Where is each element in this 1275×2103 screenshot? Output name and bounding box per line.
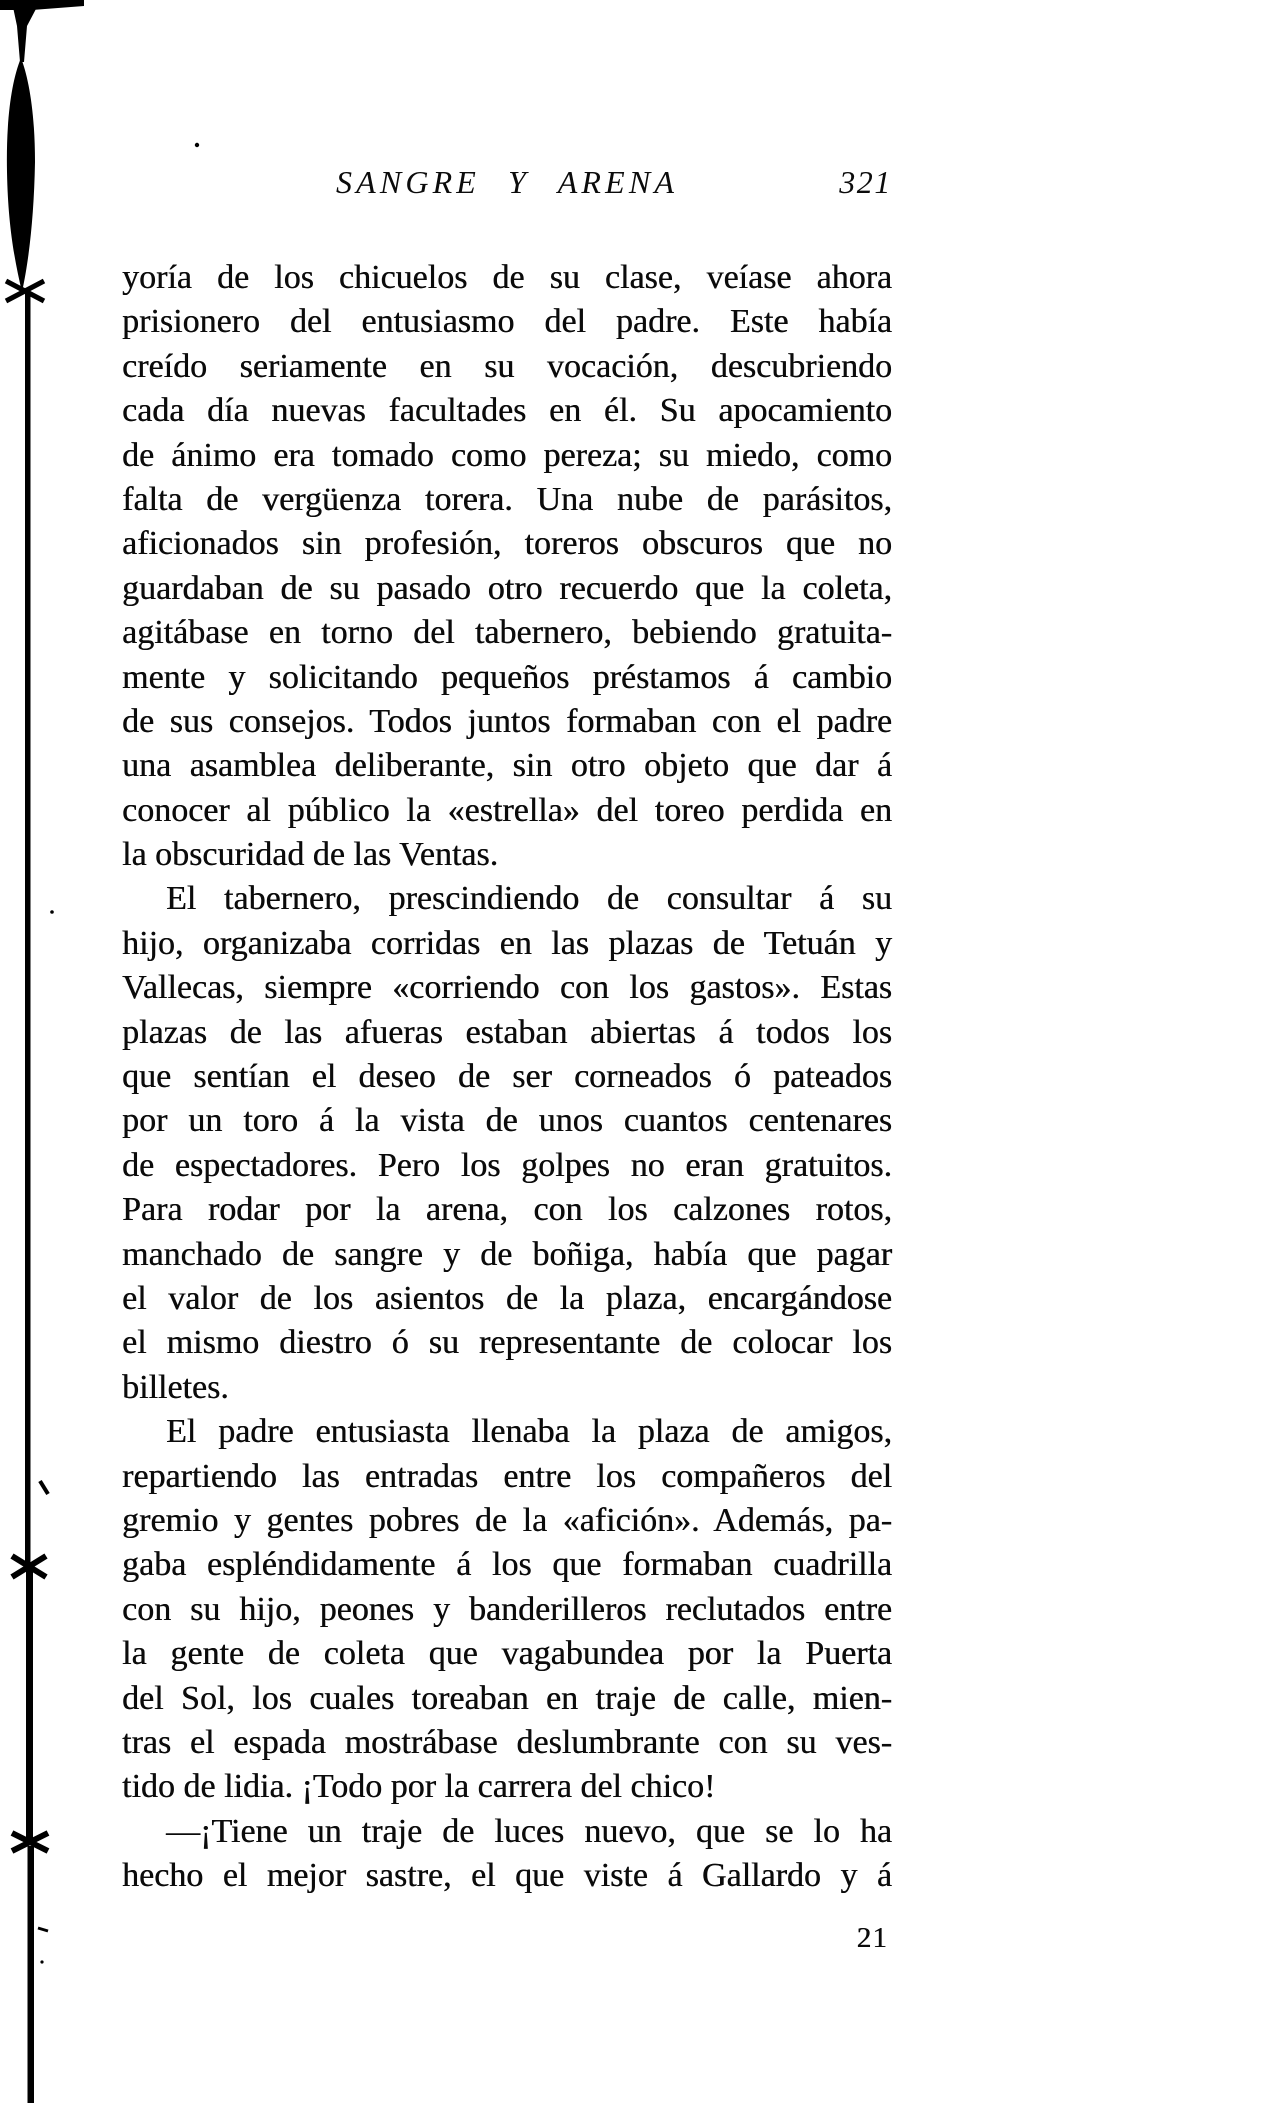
text-line: conocer al público la «estrella» del toreo perdida en [122,791,892,829]
text-line: guardaban de su pasado otro recuerdo que la coleta, [122,569,892,607]
page-number: 321 [839,164,892,200]
running-title: SANGRE Y ARENA [335,164,679,200]
text-line: —¡Tiene un traje de luces nuevo, que se lo ha [166,1812,892,1850]
text-line: gaba espléndidamente á los que formaban cuadrilla [122,1546,892,1584]
text-line: hijo, organizaba corridas en las plazas de Tetuán y [122,924,892,962]
text-line: la obscuridad de las Ventas. [122,836,499,874]
text-line: prisionero del entusiasmo del padre. Este había [122,303,892,341]
text-line: el valor de los asientos de la plaza, encargándose [122,1279,892,1317]
text-line: el mismo diestro ó su representante de colocar los [122,1324,892,1362]
text-line: billetes. [122,1368,229,1406]
text-line: agitábase en torno del tabernero, bebiendo gratuita- [122,614,892,652]
page-footer [122,1922,888,1955]
body-text [122,256,892,1898]
text-line: de sus consejos. Todos juntos formaban con el padre [122,702,892,740]
text-line: una asamblea deliberante, sin otro objeto que dar á [122,747,892,785]
text-line: plazas de las afueras estaban abiertas á todos los [122,1013,892,1051]
text-line: yoría de los chicuelos de su clase, veíase ahora [122,259,892,296]
text-line: la gente de coleta que vagabundea por la Puerta [122,1635,892,1673]
text-line: manchado de sangre y de boñiga, había que pagar [122,1235,892,1273]
text-line: Para rodar por la arena, con los calzones rotos, [122,1191,892,1229]
text-line: de ánimo era tomado como pereza; su miedo, como [122,436,892,474]
text-line: mente y solicitando pequeños préstamos á cambio [122,658,892,696]
text-line: tras el espada mostrábase deslumbrante con su ves- [122,1723,892,1761]
text-line: repartiendo las entradas entre los compañeros del [122,1457,892,1495]
text-line: El tabernero, prescindiendo de consultar á su [166,880,892,918]
text-line: tido de lidia. ¡Todo por la carrera del chico! [122,1768,716,1806]
text-line: hecho el mejor sastre, el que viste á Gallardo y á [122,1857,892,1895]
text-line: de espectadores. Pero los golpes no eran gratuitos. [122,1146,892,1184]
text-line: Vallecas, siempre «corriendo con los gastos». Estas [122,969,892,1007]
text-line: que sentían el deseo de ser corneados ó pateados [122,1058,892,1096]
text-line: falta de vergüenza torera. Una nube de parásitos, [122,480,892,518]
text-line: por un toro á la vista de unos cuantos centenares [122,1102,892,1140]
scan-artifact-knots [6,281,48,1931]
text-line: El padre entusiasta llenaba la plaza de amigos, [166,1413,892,1451]
text-line: creído seriamente en su vocación, descubriendo [122,347,892,385]
page-header [122,164,892,208]
text-line: con su hijo, peones y banderilleros reclutados entre [122,1590,892,1628]
text-line: aficionados sin profesión, toreros obscuros que no [122,525,892,563]
text-line: del Sol, los cuales toreaban en traje de calle, mien- [122,1679,892,1717]
text-line: cada día nuevas facultades en él. Su apocamiento [122,392,892,430]
text-line: gremio y gentes pobres de la «afición». Además, pa- [122,1501,892,1539]
signature-mark: 21 [856,1922,888,1954]
